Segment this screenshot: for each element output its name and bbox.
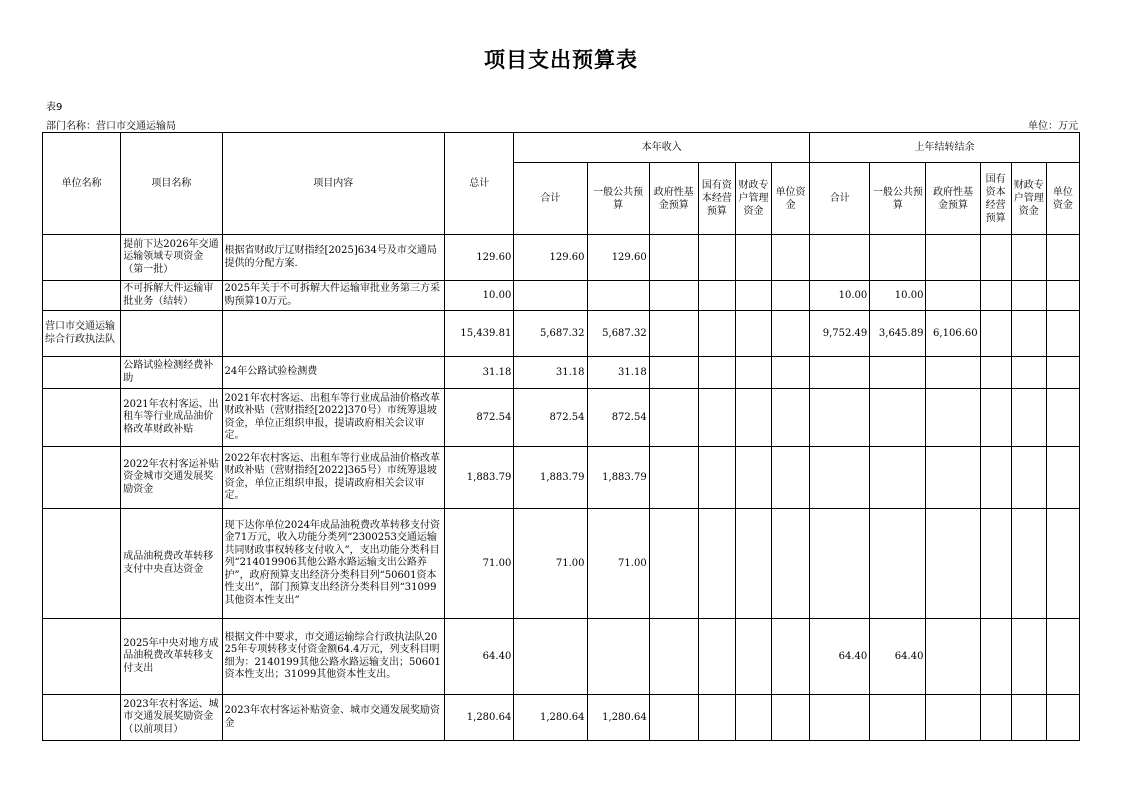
co-general-cell: 64.40 [870,619,926,695]
cur-fund-cell [649,619,698,695]
unit-name-cell [43,447,121,509]
cur-sum-cell: 71.00 [514,509,587,619]
cur-unit-cell [772,695,810,741]
co-fund-cell [926,357,980,389]
page-title: 项目支出预算表 [484,48,638,72]
cur-unit-cell [772,447,810,509]
cur-state-cell [698,389,735,447]
project-content-cell: 2025年关于不可拆解大件运输审批业务第三方采购预算10万元。 [222,281,445,311]
co-general-cell [870,509,926,619]
cur-special-cell [735,357,771,389]
cur-sum-cell: 1,280.64 [514,695,587,741]
header-total: 总计 [445,133,514,235]
header-carryover: 上年结转结余 [810,133,1080,163]
cur-general-cell: 31.18 [587,357,649,389]
cur-fund-cell [649,447,698,509]
cur-fund-cell [649,311,698,357]
total-cell: 1,883.79 [445,447,514,509]
header-cur-unit: 单位资金 [772,163,810,235]
co-sum-cell [810,447,870,509]
co-general-cell [870,389,926,447]
co-unit-cell [1046,281,1079,311]
co-sum-cell: 10.00 [810,281,870,311]
table-number: 表9 [46,102,63,113]
unit-name-cell [43,695,121,741]
header-co-fund: 政府性基金预算 [926,163,980,235]
cur-sum-cell: 31.18 [514,357,587,389]
project-content-cell: 2023年农村客运补贴资金、城市交通发展奖励资金 [222,695,445,741]
header-co-unit: 单位资金 [1046,163,1079,235]
cur-sum-cell: 5,687.32 [514,311,587,357]
header-cur-special: 财政专户管理资金 [735,163,771,235]
unit-name-cell [43,619,121,695]
project-content-cell: 现下达你单位2024年成品油税费改革转移支付资金71万元，收入功能分类列“2300253交通运输共同财政事权转移支付收入”，支出功能分类科目列“214019906其他公路水路运输支出公路养护”，政府预算支出经济分类科目列“50601资本性支出”，部门预算支出经济分类科目列“31099其他资本性支出” [222,509,445,619]
header-current-year: 本年收入 [514,133,810,163]
department-label: 部门名称：营口市交通运输局 [46,121,176,132]
total-cell: 129.60 [445,235,514,281]
co-general-cell [870,695,926,741]
project-name-cell: 2025年中央对地方成品油税费改革转移支付支出 [121,619,222,695]
co-general-cell [870,235,926,281]
co-state-cell [980,281,1011,311]
total-cell: 10.00 [445,281,514,311]
co-special-cell [1011,509,1046,619]
co-state-cell [980,311,1011,357]
co-sum-cell: 9,752.49 [810,311,870,357]
co-special-cell [1011,619,1046,695]
cur-unit-cell [772,235,810,281]
header-unit-name: 单位名称 [43,133,121,235]
co-fund-cell [926,281,980,311]
co-general-cell: 3,645.89 [870,311,926,357]
cur-general-cell [587,281,649,311]
cur-unit-cell [772,357,810,389]
co-general-cell: 10.00 [870,281,926,311]
project-name-cell: 2023年农村客运、城市交通发展奖励资金（以前项目） [121,695,222,741]
total-cell: 31.18 [445,357,514,389]
project-name-cell: 2021年农村客运、出租车等行业成品油价格改革财政补贴 [121,389,222,447]
cur-fund-cell [649,695,698,741]
co-state-cell [980,695,1011,741]
co-fund-cell [926,695,980,741]
co-state-cell [980,619,1011,695]
header-project-content: 项目内容 [222,133,445,235]
cur-fund-cell [649,357,698,389]
cur-general-cell: 71.00 [587,509,649,619]
table-row [43,235,1080,281]
project-content-cell: 根据省财政厅辽财指经[2025]634号及市交通局提供的分配方案. [222,235,445,281]
table-row [43,357,1080,389]
cur-unit-cell [772,619,810,695]
cur-fund-cell [649,509,698,619]
project-name-cell: 成品油税费改革转移支付中央直达资金 [121,509,222,619]
budget-table [42,132,1080,741]
cur-special-cell [735,619,771,695]
cur-special-cell [735,695,771,741]
co-fund-cell [926,235,980,281]
header-cur-fund: 政府性基金预算 [649,163,698,235]
cur-general-cell: 129.60 [587,235,649,281]
table-row [43,509,1080,619]
co-unit-cell [1046,447,1079,509]
co-unit-cell [1046,695,1079,741]
cur-special-cell [735,235,771,281]
co-special-cell [1011,389,1046,447]
cur-special-cell [735,389,771,447]
cur-state-cell [698,357,735,389]
cur-sum-cell [514,619,587,695]
co-fund-cell [926,389,980,447]
cur-fund-cell [649,389,698,447]
co-unit-cell [1046,357,1079,389]
total-cell: 64.40 [445,619,514,695]
cur-sum-cell: 872.54 [514,389,587,447]
co-special-cell [1011,281,1046,311]
co-sum-cell [810,235,870,281]
cur-general-cell: 872.54 [587,389,649,447]
cur-special-cell [735,509,771,619]
total-cell: 1,280.64 [445,695,514,741]
unit-name-cell: 营口市交通运输综合行政执法队 [43,311,121,357]
cur-state-cell [698,619,735,695]
co-state-cell [980,357,1011,389]
cur-general-cell [587,619,649,695]
co-fund-cell: 6,106.60 [926,311,980,357]
header-co-general: 一般公共预算 [870,163,926,235]
header-co-state: 国有资本经营预算 [980,163,1011,235]
project-name-cell: 不可拆解大件运输审批业务（结转） [121,281,222,311]
project-name-cell: 2022年农村客运补贴资金城市交通发展奖励资金 [121,447,222,509]
cur-state-cell [698,235,735,281]
table-row [43,311,1080,357]
co-sum-cell [810,509,870,619]
co-state-cell [980,235,1011,281]
co-state-cell [980,509,1011,619]
project-name-cell: 公路试验检测经费补助 [121,357,222,389]
table-row [43,695,1080,741]
unit-name-cell [43,389,121,447]
co-fund-cell [926,447,980,509]
header-cur-sum: 合计 [514,163,587,235]
co-state-cell [980,389,1011,447]
total-cell: 71.00 [445,509,514,619]
cur-sum-cell: 129.60 [514,235,587,281]
cur-sum-cell [514,281,587,311]
cur-special-cell [735,311,771,357]
cur-state-cell [698,311,735,357]
cur-unit-cell [772,389,810,447]
cur-state-cell [698,509,735,619]
project-name-cell: 提前下达2026年交通运输领域专项资金（第一批） [121,235,222,281]
project-content-cell: 2021年农村客运、出租车等行业成品油价格改革财政补贴（营财指经[2022]370号）市统筹退坡资金，单位正组织申报，提请政府相关会议审定。 [222,389,445,447]
co-general-cell [870,447,926,509]
cur-unit-cell [772,281,810,311]
co-special-cell [1011,357,1046,389]
unit-label: 单位：万元 [1028,121,1078,132]
co-special-cell [1011,695,1046,741]
co-state-cell [980,447,1011,509]
table-row [43,447,1080,509]
co-sum-cell: 64.40 [810,619,870,695]
co-unit-cell [1046,619,1079,695]
cur-general-cell: 1,280.64 [587,695,649,741]
header-project-name: 项目名称 [121,133,222,235]
project-name-cell [121,311,222,357]
project-content-cell: 2022年农村客运、出租车等行业成品油价格改革财政补贴（营财指经[2022]365号）市统筹退坡资金，单位正组织申报，提请政府相关会议审定。 [222,447,445,509]
cur-fund-cell [649,281,698,311]
co-sum-cell [810,695,870,741]
unit-name-cell [43,509,121,619]
co-sum-cell [810,389,870,447]
cur-unit-cell [772,311,810,357]
header-co-sum: 合计 [810,163,870,235]
cur-special-cell [735,447,771,509]
table-row [43,389,1080,447]
co-unit-cell [1046,311,1079,357]
co-unit-cell [1046,389,1079,447]
cur-general-cell: 5,687.32 [587,311,649,357]
co-special-cell [1011,235,1046,281]
co-unit-cell [1046,235,1079,281]
cur-unit-cell [772,509,810,619]
cur-fund-cell [649,235,698,281]
table-row [43,281,1080,311]
header-cur-general: 一般公共预算 [587,163,649,235]
co-unit-cell [1046,509,1079,619]
cur-general-cell: 1,883.79 [587,447,649,509]
table-row [43,619,1080,695]
co-special-cell [1011,447,1046,509]
unit-name-cell [43,281,121,311]
header-co-special: 财政专户管理资金 [1011,163,1046,235]
co-sum-cell [810,357,870,389]
total-cell: 872.54 [445,389,514,447]
total-cell: 15,439.81 [445,311,514,357]
cur-state-cell [698,695,735,741]
co-special-cell [1011,311,1046,357]
project-content-cell [222,311,445,357]
unit-name-cell [43,357,121,389]
header-cur-state: 国有资本经营预算 [698,163,735,235]
project-content-cell: 根据文件中要求，市交通运输综合行政执法队2025年专项转移支付资金额64.4万元，列支科目明细为：2140199其他公路水路运输支出；50601资本性支出；31099其他资本性支出。 [222,619,445,695]
cur-state-cell [698,447,735,509]
unit-name-cell [43,235,121,281]
cur-special-cell [735,281,771,311]
cur-sum-cell: 1,883.79 [514,447,587,509]
cur-state-cell [698,281,735,311]
co-fund-cell [926,619,980,695]
project-content-cell: 24年公路试验检测费 [222,357,445,389]
co-fund-cell [926,509,980,619]
co-general-cell [870,357,926,389]
